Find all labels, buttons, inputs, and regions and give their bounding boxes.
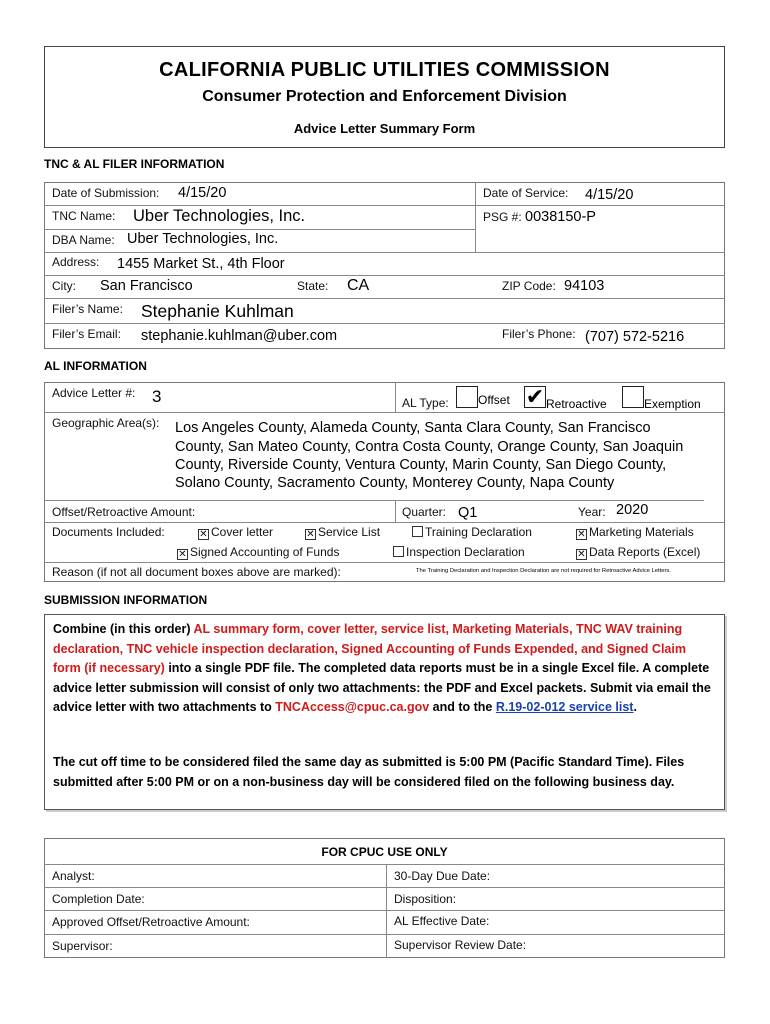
submission-box	[44, 614, 725, 810]
divider	[395, 500, 396, 522]
divider	[386, 864, 387, 958]
state-label: State:	[297, 279, 329, 293]
reason-field[interactable]: The Training Declaration and Inspection Declaration are not required for Retroactive Advice Letters.	[416, 568, 671, 574]
divider	[44, 910, 725, 911]
address-label: Address:	[52, 255, 100, 269]
division-subtitle: Consumer Protection and Enforcement Division	[202, 88, 567, 105]
service-list-link[interactable]: R.19-02-012 service list	[495, 700, 634, 714]
service-list-checkbox[interactable]: ✕	[306, 529, 315, 540]
al-type-exemption[interactable]	[622, 386, 701, 411]
al-type-offset[interactable]	[456, 386, 510, 408]
dba-label: DBA Name:	[52, 233, 115, 247]
offset-checkbox[interactable]	[456, 386, 478, 408]
offset-label: Offset	[478, 393, 510, 408]
geo-line-4[interactable]: Solano County, Sacramento County, Monterey County, Napa County	[175, 475, 615, 491]
tnc-name-label: TNC Name:	[52, 209, 116, 223]
al-effective-date-label: AL Effective Date:	[394, 914, 490, 928]
psg-label: PSG #:	[483, 210, 522, 224]
exemption-label: Exemption	[644, 397, 701, 412]
doc-data-reports[interactable]: ✕ Data Reports (Excel)	[577, 545, 701, 560]
divider	[44, 323, 725, 324]
supervisor-label: Supervisor:	[52, 939, 113, 953]
date-submission-label: Date of Submission:	[52, 186, 160, 200]
geo-line-3[interactable]: County, Riverside County, Ventura County, Marin County, San Diego County,	[175, 457, 667, 473]
al-type-retroactive[interactable]	[524, 386, 607, 411]
cover-letter-checkbox[interactable]: ✕	[199, 529, 208, 540]
completion-date-label: Completion Date:	[52, 892, 145, 906]
required-documents: AL summary form, cover letter, service list, Marketing Materials, TNC WAV training declaration, TNC vehicle inspection declaration, Signed Accounting of Funds Expended, and Signed Claim form (if necessary)	[53, 622, 686, 675]
tnc-access-email-link[interactable]: TNCAccess@cpuc.ca.gov	[275, 700, 430, 714]
doc-service-list[interactable]: ✕ Service List	[306, 525, 381, 540]
zip-label: ZIP Code:	[502, 279, 556, 293]
divider	[44, 562, 725, 563]
filer-phone-label: Filer’s Phone:	[502, 327, 576, 341]
divider	[44, 205, 725, 206]
disposition-label: Disposition:	[394, 892, 457, 906]
quarter-field[interactable]: Q1	[458, 505, 478, 521]
divider	[395, 382, 396, 412]
doc-training[interactable]: Training Declaration	[412, 525, 532, 539]
training-checkbox[interactable]	[412, 526, 423, 537]
geo-label: Geographic Area(s):	[52, 416, 160, 430]
al-section-heading: AL INFORMATION	[44, 359, 147, 373]
retroactive-label: Retroactive	[546, 397, 607, 412]
advice-letter-field[interactable]: 3	[152, 387, 162, 406]
filer-name-label: Filer’s Name:	[52, 302, 123, 316]
divider	[44, 229, 475, 230]
state-field[interactable]: CA	[347, 277, 370, 294]
marketing-checkbox[interactable]: ✕	[577, 529, 586, 540]
supervisor-review-date-label: Supervisor Review Date:	[394, 938, 527, 952]
submission-heading: SUBMISSION INFORMATION	[44, 593, 208, 607]
retroactive-checkbox[interactable]: ✔	[525, 384, 545, 409]
doc-marketing[interactable]: ✕ Marketing Materials	[577, 525, 694, 540]
date-service-field[interactable]: 4/15/20	[585, 187, 634, 203]
docs-label: Documents Included:	[52, 525, 165, 539]
page-title: CALIFORNIA PUBLIC UTILITIES COMMISSION	[159, 59, 610, 81]
cutoff-notice: The cut off time to be considered filed the same day as submitted is 5:00 PM (Pacific Standard Time). Files submitted after 5:00 PM or on a non-business day will be considered filed on the following business day.	[53, 755, 685, 789]
cpuc-use-heading: FOR CPUC USE ONLY	[321, 845, 448, 859]
divider	[475, 182, 476, 252]
address-field[interactable]: 1455 Market St., 4th Floor	[117, 256, 285, 272]
geo-line-1[interactable]: Los Angeles County, Alameda County, Santa Clara County, San Francisco	[175, 420, 651, 436]
due-date-label: 30-Day Due Date:	[394, 869, 491, 883]
submission-instructions: Combine (in this order) AL summary form, cover letter, service list, Marketing Materials, TNC WAV training declaration, TNC vehicle inspection declaration, Signed Accounting of Funds Expended, and Signed Claim form (if necessary) into a single PDF file. The completed data reports must be in a single Excel file. A complete advice letter submission will consist of only two attachments: the PDF and Excel packets. Submit via email the advice letter with two attachments to TNCAccess@cpuc.ca.gov and to the R.19-02-012 service list.	[53, 622, 711, 714]
offset-amount-label: Offset/Retroactive Amount:	[52, 505, 196, 519]
divider	[44, 864, 725, 865]
filer-section-heading: TNC & AL FILER INFORMATION	[44, 157, 225, 171]
city-label: City:	[52, 279, 76, 293]
signed-accounting-checkbox[interactable]: ✕	[178, 549, 187, 560]
divider	[44, 275, 725, 276]
divider	[44, 412, 725, 413]
doc-signed-accounting[interactable]: ✕ Signed Accounting of Funds	[178, 545, 340, 560]
advice-letter-label: Advice Letter #:	[52, 386, 136, 400]
year-field[interactable]: 2020	[616, 502, 649, 518]
divider	[44, 500, 704, 501]
doc-cover-letter[interactable]: ✕ Cover letter	[199, 525, 274, 540]
al-type-label: AL Type:	[402, 396, 449, 410]
filer-phone-field[interactable]: (707) 572-5216	[585, 329, 685, 345]
filer-email-label: Filer’s Email:	[52, 327, 121, 341]
doc-inspection[interactable]: Inspection Declaration	[393, 545, 525, 559]
quarter-label: Quarter:	[402, 505, 447, 519]
date-service-label: Date of Service:	[483, 186, 569, 200]
header-box	[44, 46, 725, 148]
date-submission-field[interactable]: 4/15/20	[178, 185, 227, 201]
zip-field[interactable]: 94103	[564, 278, 605, 294]
inspection-checkbox[interactable]	[393, 546, 404, 557]
divider	[44, 252, 725, 253]
geo-line-2[interactable]: County, San Mateo County, Contra Costa County, Orange County, San Joaquin	[175, 439, 684, 455]
filer-name-field[interactable]: Stephanie Kuhlman	[141, 301, 294, 321]
city-field[interactable]: San Francisco	[100, 278, 193, 294]
filer-email-field[interactable]: stephanie.kuhlman@uber.com	[141, 328, 338, 344]
approved-amount-label: Approved Offset/Retroactive Amount:	[52, 915, 250, 929]
dba-field[interactable]: Uber Technologies, Inc.	[127, 231, 279, 247]
analyst-label: Analyst:	[52, 869, 95, 883]
divider	[44, 298, 725, 299]
year-label: Year:	[578, 505, 606, 519]
divider	[44, 934, 725, 935]
divider	[44, 887, 725, 888]
psg-field[interactable]: 0038150-P	[525, 209, 596, 225]
exemption-checkbox[interactable]	[622, 386, 644, 408]
divider	[44, 522, 725, 523]
form-name: Advice Letter Summary Form	[293, 121, 476, 136]
data-reports-checkbox[interactable]: ✕	[577, 549, 586, 560]
reason-label: Reason (if not all document boxes above are marked):	[52, 565, 341, 579]
tnc-name-field[interactable]: Uber Technologies, Inc.	[133, 207, 306, 225]
